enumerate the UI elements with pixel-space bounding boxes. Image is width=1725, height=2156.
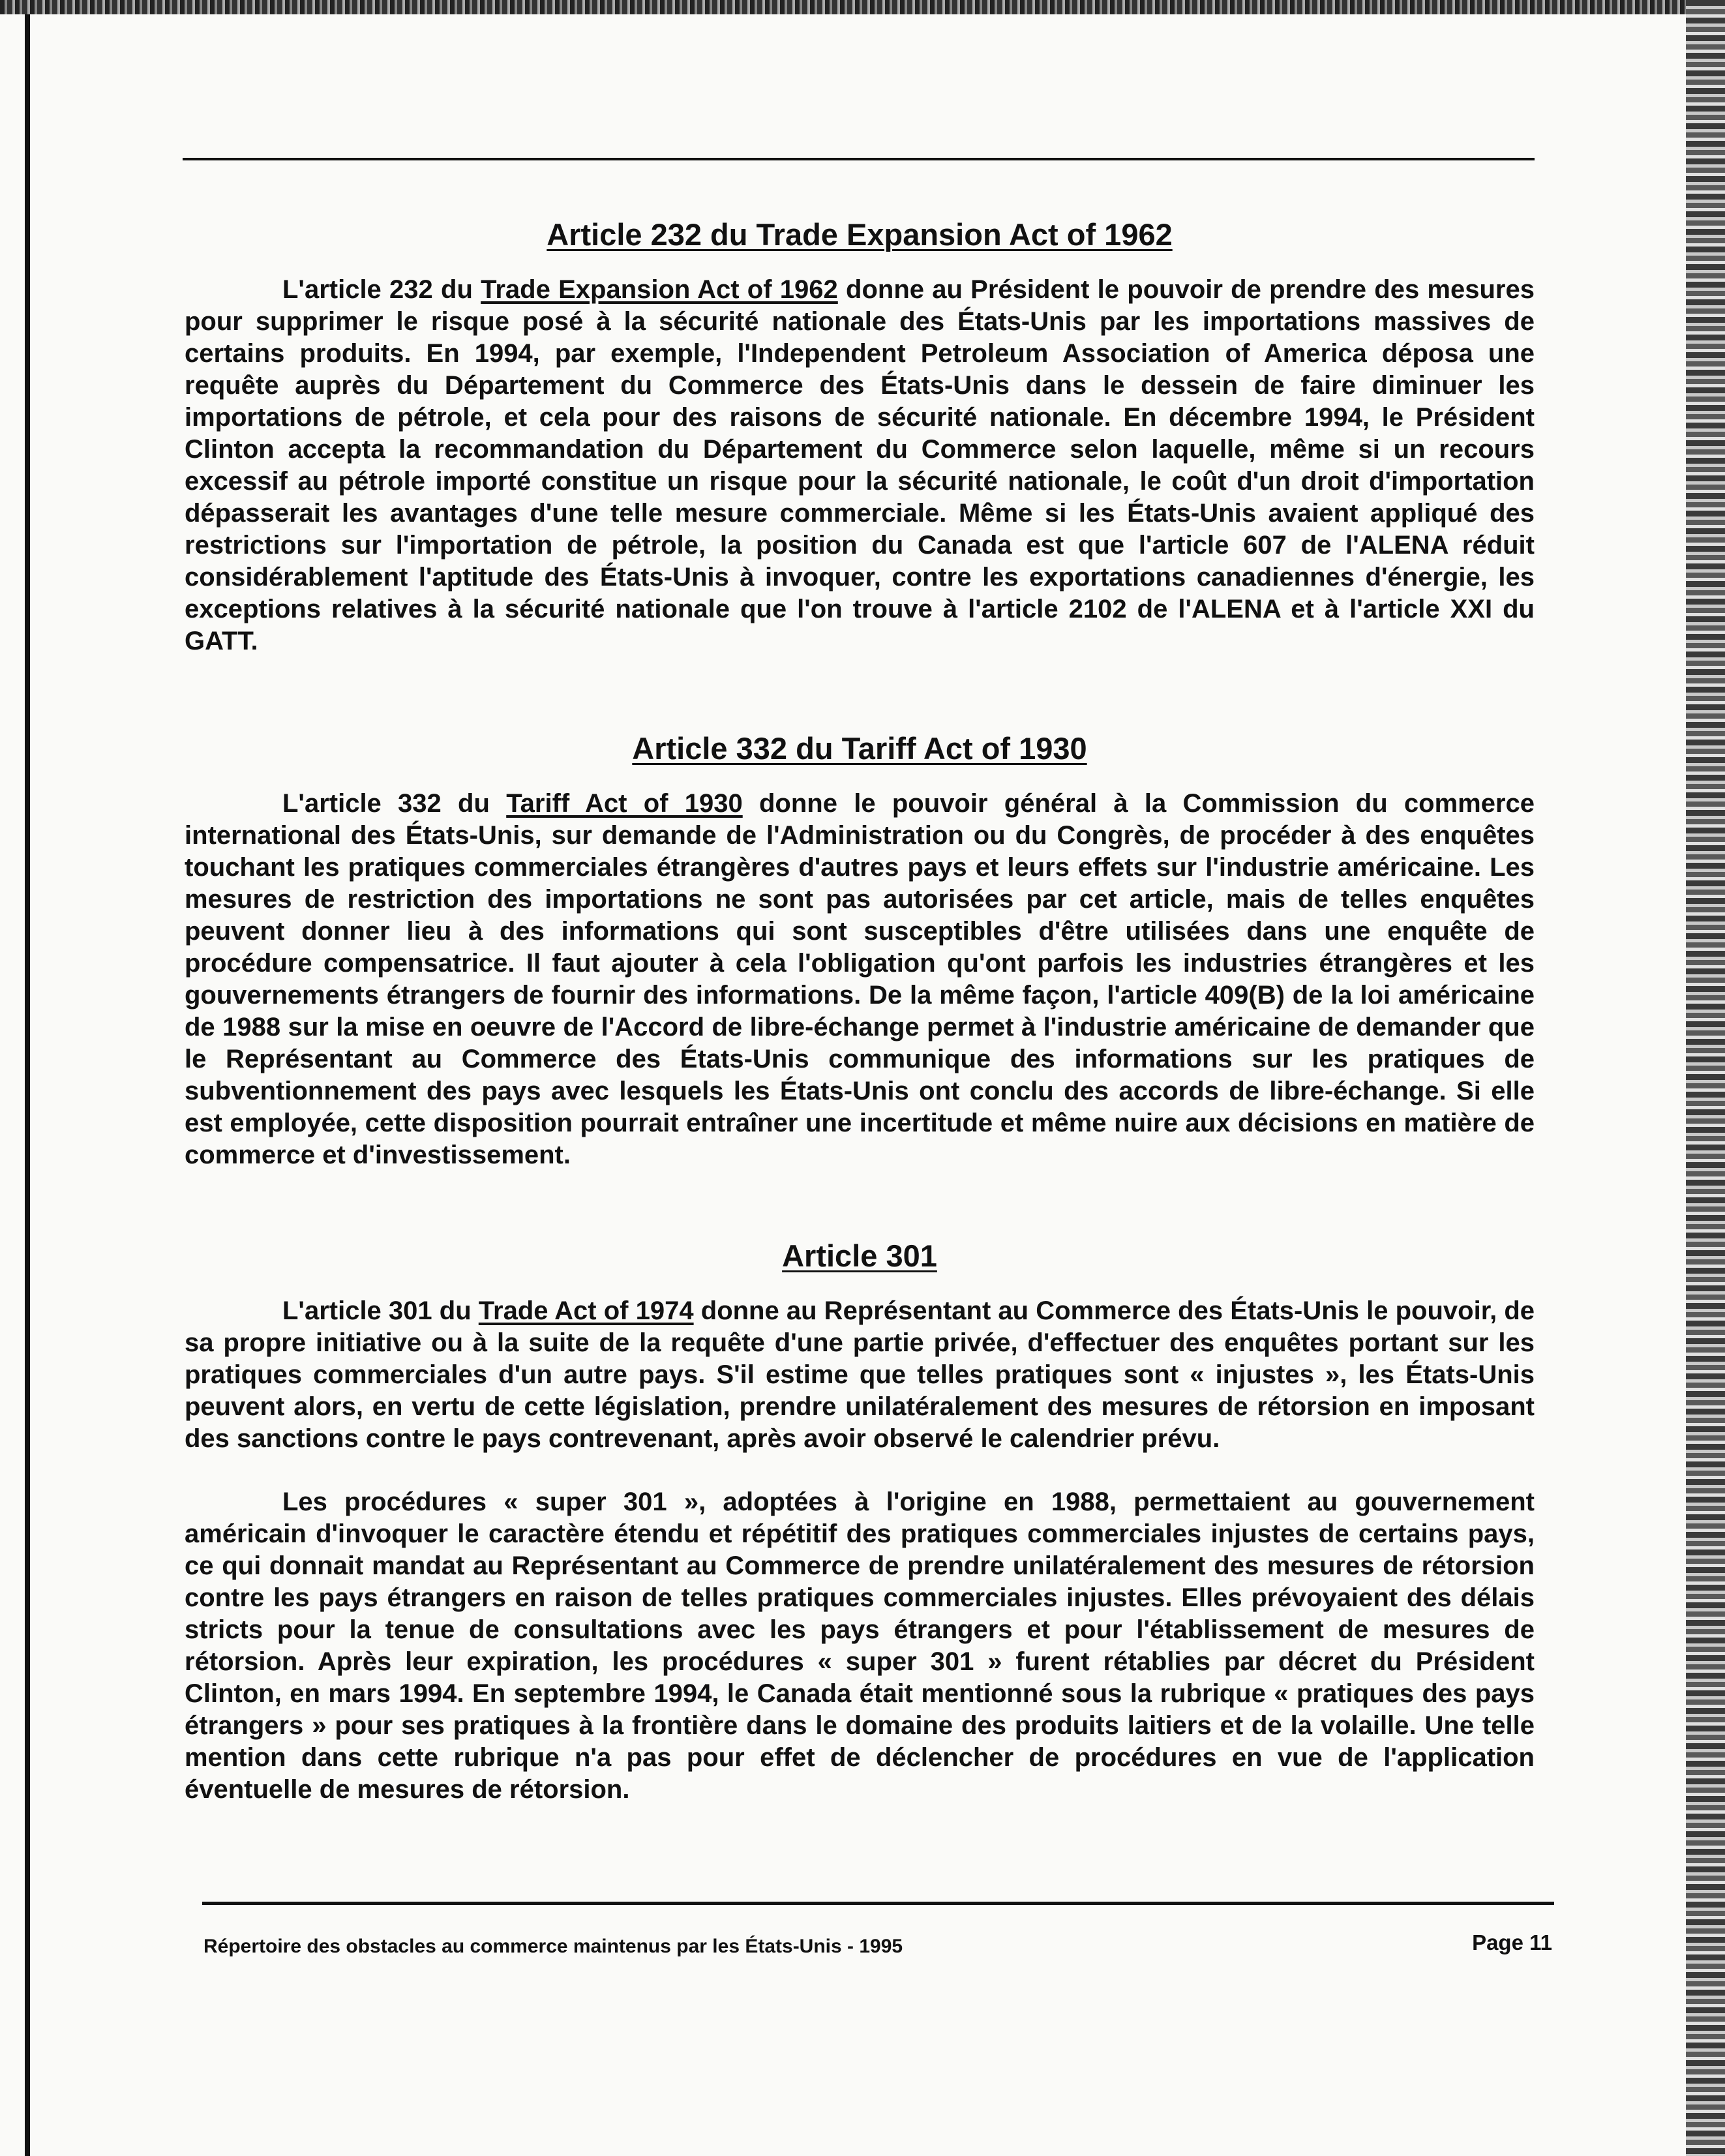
page-number: Page 11 [1472, 1930, 1552, 1954]
paragraph: Les procédures « super 301 », adoptées à l'origine en 1988, permettaient au gouvernement américain d'invoquer le caractère étendu et répétitif des pratiques commerciales injustes de certains pays, ce qui donnait mandat au Représentant au Commerce de prendre unilatéralement des mesures de rétorsion contre les pays étrangers en raison de telles pratiques commerciales injustes. Elles prévoyaient des délais stricts pour la tenue de consultations avec les pays étrangers et pour l'établissement de mesures de rétorsion. Après leur expiration, les procédures « super 301 » furent rétablies par décret du Président Clinton, en mars 1994. En septembre 1994, le Canada était mentionné sous la rubrique « pratiques des pays étrangers » pour ses pratiques à la frontière dans le domaine des produits laitiers et de la volaille. Une telle mention dans cette rubrique n'a pas pour effet de déclencher de procédures en vue de l'application éventuelle de mesures de rétorsion. [185, 1488, 1535, 1804]
paragraph: L'article 332 du Tariff Act of 1930 donne le pouvoir général à la Commission du commerce international des États-Unis, sur demande de l'Administration ou du Congrès, de procéder à des enquêtes touchant les pratiques commerciales étrangères d'autres pays et leurs effets sur l'industrie américaine. Les mesures de restriction des importations ne sont pas autorisées par cet article, mais de telles enquêtes peuvent donner lieu à des informations qui sont susceptibles d'être utilisées dans une enquête de procédure compensatrice. Il faut ajouter à cela l'obligation qu'ont parfois les industries étrangères et les gouvernements étrangers de fournir des informations. De la même façon, l'article 409(B) de la loi américaine de 1988 sur la mise en oeuvre de l'Accord de libre-échange permet à l'industrie américaine de demander que le Représentant au Commerce des États-Unis communique des informations sur les pratiques de subventionnement des pays avec lesquels les États-Unis ont conclu des accords de libre-échange. Si elle est employée, cette disposition pourrait entraîner une incertitude et même nuire aux décisions en matière de commerce et d'investissement. [185, 789, 1535, 1169]
scan-border-right [1686, 0, 1725, 2156]
section-article-232 [185, 215, 1535, 657]
header-rule [183, 158, 1535, 160]
footer-rule [202, 1902, 1554, 1905]
document-body [185, 215, 1535, 1806]
section-article-332 [185, 729, 1535, 1171]
section-article-301 [185, 1236, 1535, 1806]
scan-border-top [0, 0, 1725, 14]
footer-title: Répertoire des obstacles au commerce maintenus par les États-Unis - 1995 [203, 1936, 903, 1957]
act-title: Trade Expansion Act of 1962 [481, 275, 838, 304]
section-heading: Article 332 du Tariff Act of 1930 [632, 731, 1087, 766]
act-title: Trade Act of 1974 [478, 1296, 694, 1325]
section-heading: Article 232 du Trade Expansion Act of 1962 [547, 217, 1173, 252]
act-title: Tariff Act of 1930 [506, 789, 743, 818]
paragraph: L'article 301 du Trade Act of 1974 donne au Représentant au Commerce des États-Unis le pouvoir, de sa propre initiative ou à la suite de la requête d'une partie privée, d'effectuer des enquêtes portant sur les pratiques commerciales d'un autre pays. S'il estime que telles pratiques sont « injustes », les États-Unis peuvent alors, en vertu de cette législation, prendre unilatéralement des mesures de rétorsion en imposant des sanctions contre le pays contrevenant, après avoir observé le calendrier prévu. [185, 1296, 1535, 1453]
section-heading: Article 301 [782, 1238, 937, 1273]
paragraph: L'article 232 du Trade Expansion Act of 1962 donne au Président le pouvoir de prendre des mesures pour supprimer le risque posé à la sécurité nationale des États-Unis par les importations massives de certains produits. En 1994, par exemple, l'Independent Petroleum Association of America déposa une requête auprès du Département du Commerce des États-Unis dans le dessein de faire diminuer les importations de pétrole, et cela pour des raisons de sécurité nationale. En décembre 1994, le Président Clinton accepta la recommandation du Département du Commerce selon laquelle, même si un recours excessif au pétrole importé constitue un risque pour la sécurité nationale, le coût d'un droit d'importation dépasserait les avantages d'une telle mesure commerciale. Même si les États-Unis avaient appliqué des restrictions sur l'importation de pétrole, la position du Canada est que l'article 607 de l'ALENA réduit considérablement l'aptitude des États-Unis à invoquer, contre les exportations canadiennes d'énergie, les exceptions relatives à la sécurité nationale que l'on trouve à l'article 2102 de l'ALENA et à l'article XXI du GATT. [185, 275, 1535, 655]
scan-border-left [25, 14, 30, 2156]
